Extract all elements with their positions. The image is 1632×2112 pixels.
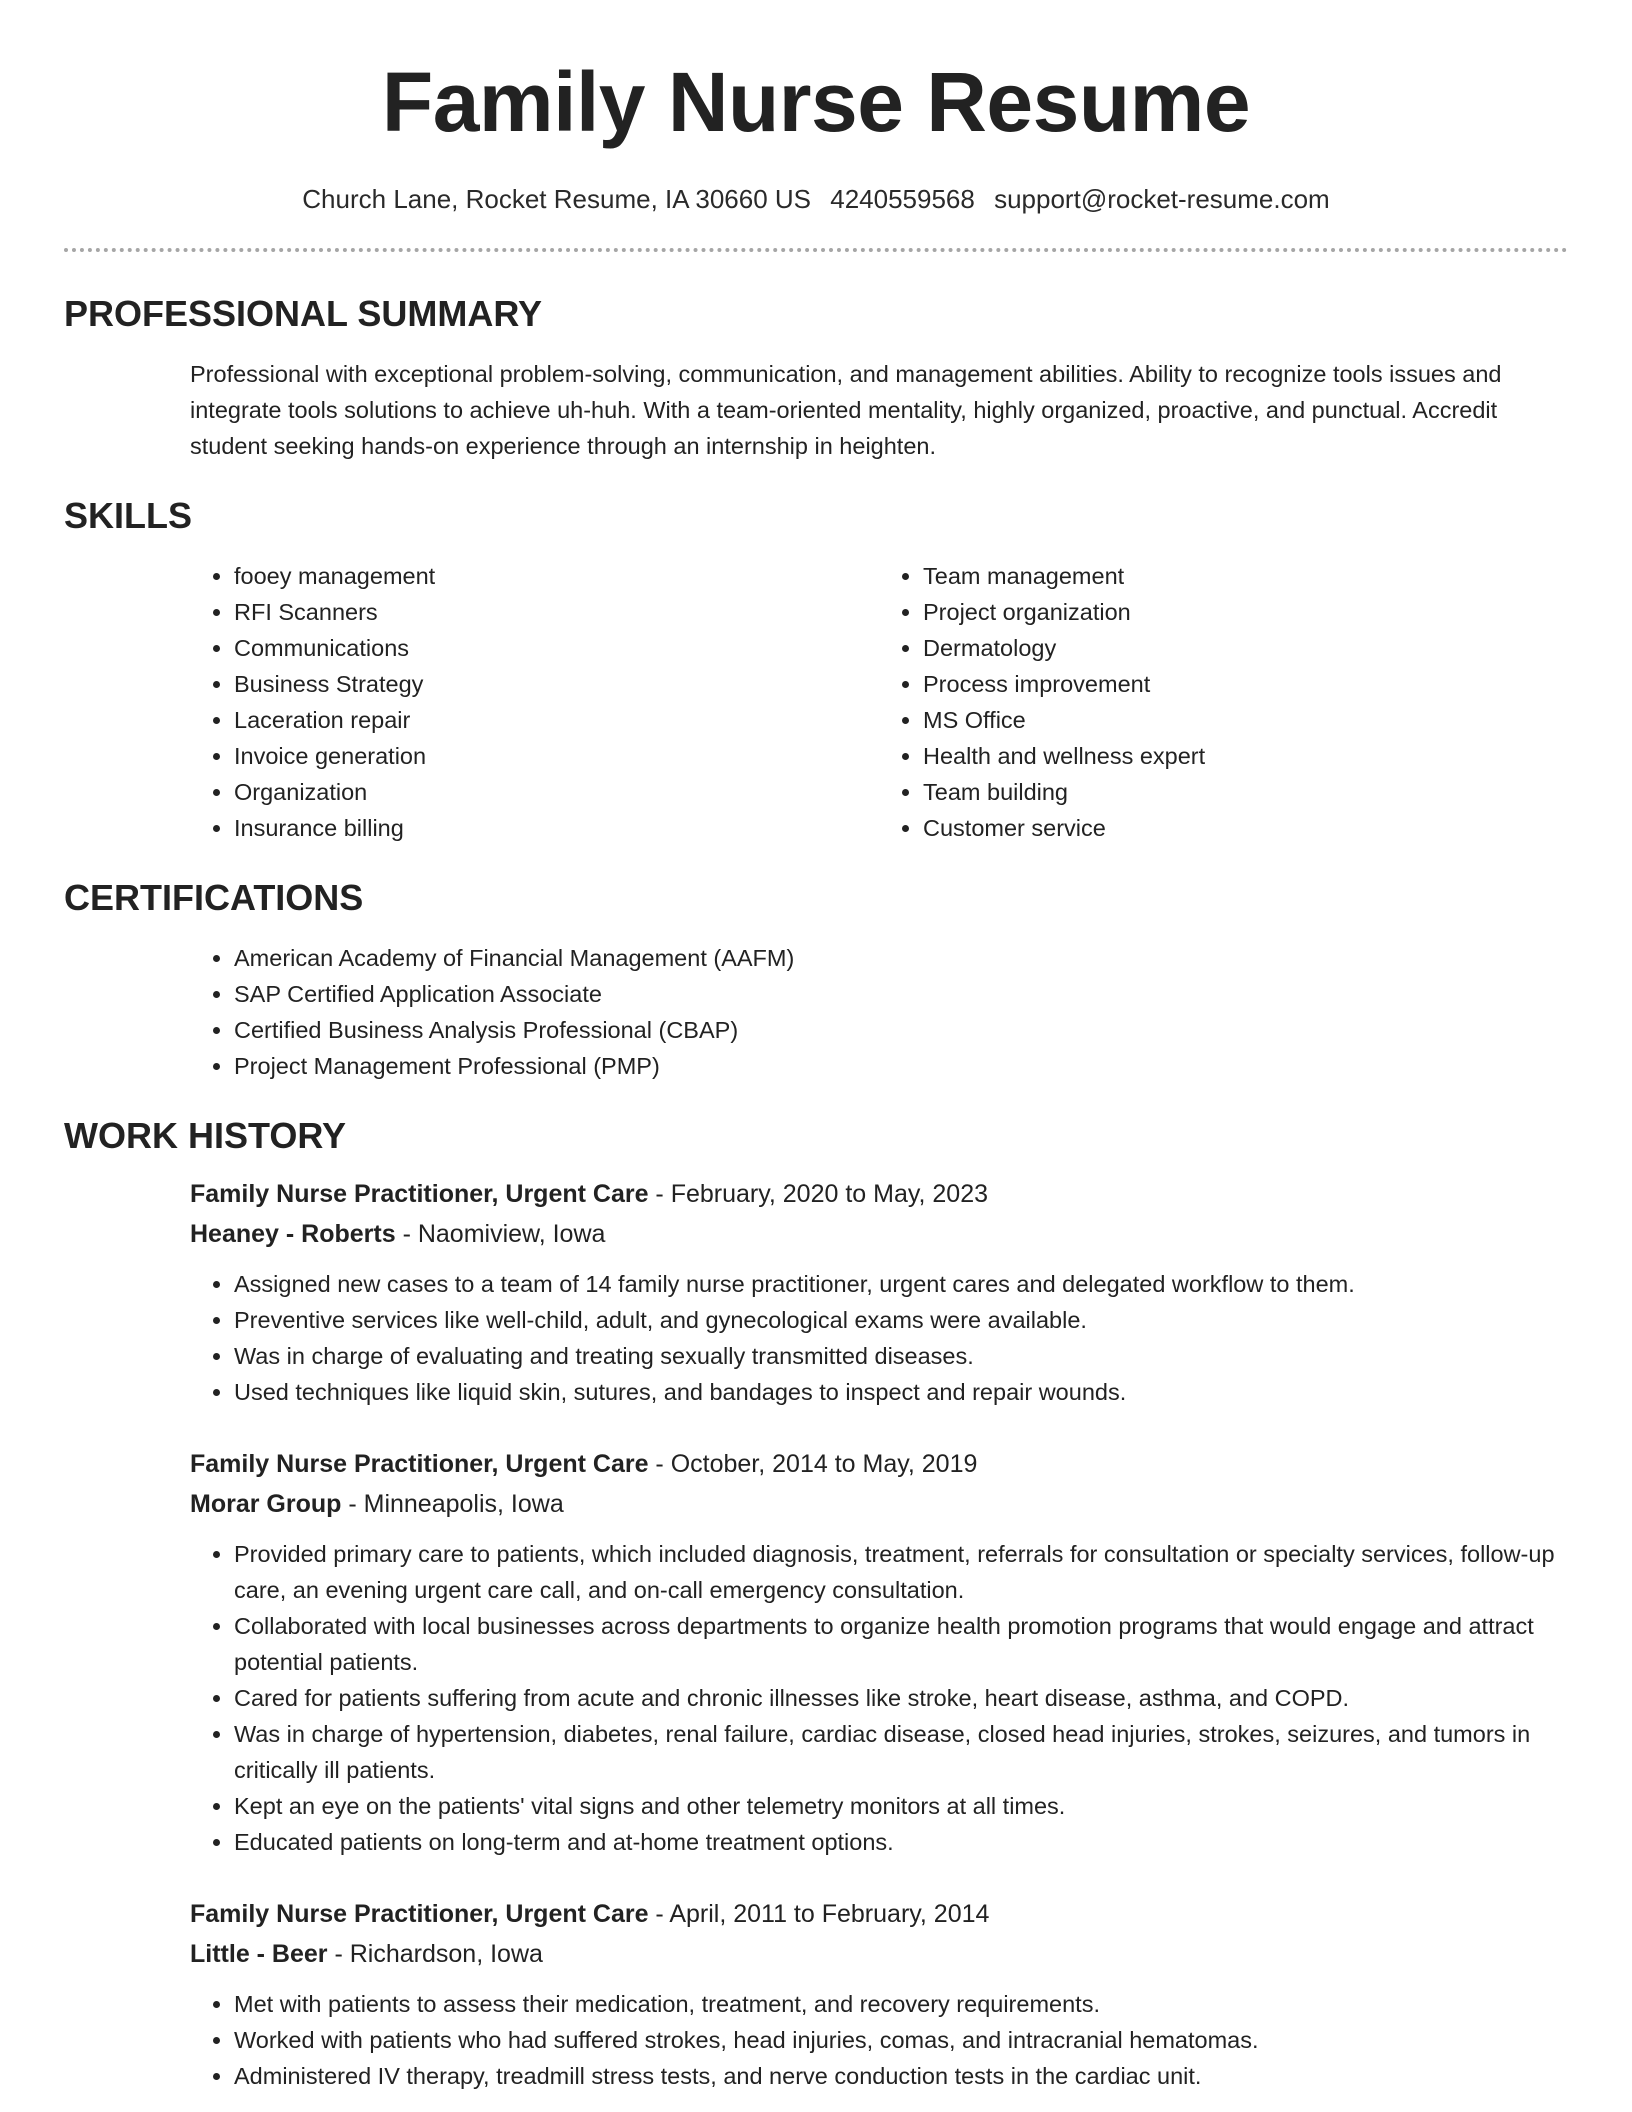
skill-item: • Invoice generation <box>234 738 879 774</box>
job-company-line <box>190 1484 1568 1524</box>
section-title-work-history: WORK HISTORY <box>64 1115 347 1156</box>
job-duty: • Kept an eye on the patients' vital signs and other telemetry monitors at all times. <box>234 1788 1568 1824</box>
skill-item: • Dermatology <box>923 630 1568 666</box>
certification-item: • Certified Business Analysis Professional (CBAP) <box>234 1012 1568 1048</box>
job-location: - Minneapolis, Iowa <box>341 1490 564 1518</box>
job-dates: - April, 2011 to February, 2014 <box>648 1900 990 1928</box>
job-duty: • Administered IV therapy, treadmill stress tests, and nerve conduction tests in the cardiac unit. <box>234 2058 1568 2094</box>
job-duty: • Preventive services like well-child, adult, and gynecological exams were available. <box>234 1302 1568 1338</box>
section-title-certifications: CERTIFICATIONS <box>64 877 364 918</box>
skill-item: • Process improvement <box>923 666 1568 702</box>
job-duty: • Was in charge of hypertension, diabetes, renal failure, cardiac disease, closed head injuries, strokes, seizures, and tumors in critically ill patients. <box>234 1716 1568 1788</box>
job-duties <box>190 1536 1568 1860</box>
skill-item: • Communications <box>234 630 879 666</box>
skill-item: • Health and wellness expert <box>923 738 1568 774</box>
summary-text: Professional with exceptional problem-solving, communication, and management abilities. Ability to recognize tools issues and integrate tools solutions to achieve uh-huh. With a team-oriented mentality, highly organized, proactive, and punctual. Accredit student seeking hands-on experience through an internship in heighten. <box>190 361 1502 459</box>
contact-phone: 4240559568 <box>830 184 975 214</box>
skill-item: • Team building <box>923 774 1568 810</box>
job-location: - Richardson, Iowa <box>327 1940 543 1968</box>
job-title-line <box>190 1174 1568 1214</box>
job-duty: • Provided primary care to patients, which included diagnosis, treatment, referrals for consultation or specialty services, follow-up care, an evening urgent care call, and on-call emergency consultation. <box>234 1536 1568 1608</box>
job-entry <box>190 1174 1568 1410</box>
section-title-skills: SKILLS <box>64 495 193 536</box>
skill-item: • RFI Scanners <box>234 594 879 630</box>
skill-item: • Insurance billing <box>234 810 879 846</box>
job-role: Family Nurse Practitioner, Urgent Care <box>190 1450 649 1478</box>
job-company-line <box>190 1214 1568 1254</box>
job-location: - Naomiview, Iowa <box>395 1220 606 1248</box>
section-title-summary: PROFESSIONAL SUMMARY <box>64 293 543 334</box>
contact-address: Church Lane, Rocket Resume, IA 30660 US <box>302 184 812 214</box>
skill-item: • Laceration repair <box>234 702 879 738</box>
job-company: Heaney - Roberts <box>190 1220 396 1248</box>
job-duty: • Used techniques like liquid skin, sutures, and bandages to inspect and repair wounds. <box>234 1374 1568 1410</box>
job-company: Little - Beer <box>190 1940 328 1968</box>
resume-page <box>64 0 1568 2094</box>
job-company: Morar Group <box>190 1490 342 1518</box>
skills-column-right <box>879 558 1568 846</box>
job-entry <box>190 1444 1568 1860</box>
certification-item: • Project Management Professional (PMP) <box>234 1048 1568 1084</box>
skill-item: • fooey management <box>234 558 879 594</box>
job-dates: - February, 2020 to May, 2023 <box>648 1180 989 1208</box>
job-title-line <box>190 1444 1568 1484</box>
job-role: Family Nurse Practitioner, Urgent Care <box>190 1900 649 1928</box>
job-duty: • Met with patients to assess their medication, treatment, and recovery requirements. <box>234 1986 1568 2022</box>
skill-item: • MS Office <box>923 702 1568 738</box>
skill-item: • Customer service <box>923 810 1568 846</box>
job-title-line <box>190 1894 1568 1934</box>
job-duty: • Cared for patients suffering from acute and chronic illnesses like stroke, heart disease, asthma, and COPD. <box>234 1680 1568 1716</box>
job-duty: • Worked with patients who had suffered strokes, head injuries, comas, and intracranial hematomas. <box>234 2022 1568 2058</box>
contact-line <box>64 182 1568 216</box>
job-role: Family Nurse Practitioner, Urgent Care <box>190 1180 649 1208</box>
skills-column-left <box>190 558 879 846</box>
job-entry <box>190 1894 1568 2094</box>
job-dates: - October, 2014 to May, 2019 <box>648 1450 978 1478</box>
skill-item: • Business Strategy <box>234 666 879 702</box>
certification-item: • American Academy of Financial Management (AAFM) <box>234 940 1568 976</box>
skill-item: • Team management <box>923 558 1568 594</box>
certifications-list <box>190 940 1568 1084</box>
job-duty: • Was in charge of evaluating and treating sexually transmitted diseases. <box>234 1338 1568 1374</box>
header-divider <box>64 248 1568 252</box>
skills-list <box>190 558 1568 846</box>
skill-item: • Organization <box>234 774 879 810</box>
job-duty: • Educated patients on long-term and at-home treatment options. <box>234 1824 1568 1860</box>
job-duty: • Assigned new cases to a team of 14 family nurse practitioner, urgent cares and delegated workflow to them. <box>234 1266 1568 1302</box>
job-duty: • Collaborated with local businesses across departments to organize health promotion programs that would engage and attract potential patients. <box>234 1608 1568 1680</box>
skill-item: • Project organization <box>923 594 1568 630</box>
job-duties <box>190 1266 1568 1410</box>
certification-item: • SAP Certified Application Associate <box>234 976 1568 1012</box>
job-duties <box>190 1986 1568 2094</box>
job-company-line <box>190 1934 1568 1974</box>
resume-name: Family Nurse Resume <box>381 55 1251 149</box>
contact-email: support@rocket-resume.com <box>994 184 1330 214</box>
